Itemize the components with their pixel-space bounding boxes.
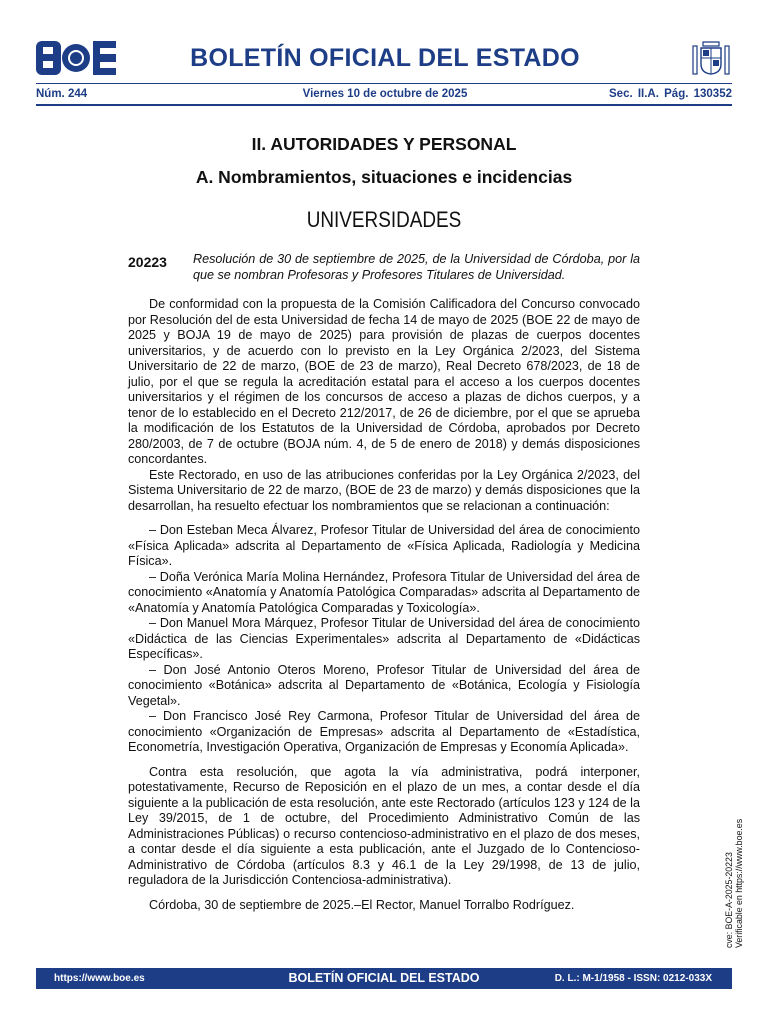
reference-summary: Resolución de 30 de septiembre de 2025, de la Universidad de Córdoba, por la que se nombran Profesoras y Profesores Titulares de Universidad. [193,252,640,282]
intro-paragraph: De conformidad con la propuesta de la Comisión Calificadora del Concurso convocado por Resolución del de esta Universidad de fecha 14 de mayo de 2025 (BOE 22 de mayo de 2025 y BOJA 19 de mayo de 2025) para provisión de plazas de cuerpos docentes universitarios, y de acuerdo con lo previsto en la Ley Orgánica 2/2023, del Sistema Universitario de 22 de marzo, (BOE de 23 de marzo), Real Decreto 678/2023, de 18 de julio, por el que se regula la acreditación estatal para el acceso a los cuerpos docentes universitarios y el régimen de los concursos de acceso a plazas de dichos cuerpos, y a tenor de lo establecido en el Decreto 212/2017, de 26 de diciembre, por el que se aprueba la modificación de los Estatutos de la Universidad de Córdoba, aprobados por Decreto 280/2003, de 7 de octubre (BOJA núm. 4, de 5 de enero de 2018) y demás disposiciones concordantes. [128,297,640,466]
section-page: Sec. II.A. Pág. 130352 [609,88,732,100]
appointment-item: – Don Manuel Mora Márquez, Profesor Titular de Universidad del área de conocimiento «Didáctica de las Ciencias Experimentales» adscrita al Departamento de «Didácticas Específicas». [128,616,640,661]
header-rule-bottom [36,104,732,106]
signature-line: Córdoba, 30 de septiembre de 2025.–El Rector, Manuel Torralbo Rodríguez. [149,897,575,912]
masthead-title: BOLETÍN OFICIAL DEL ESTADO [190,44,580,72]
cve-code: cve: BOE-A-2025-20223 [724,852,734,948]
reference-number: 20223 [128,254,167,270]
footer-title: BOLETÍN OFICIAL DEL ESTADO [288,971,480,985]
header-rule [36,83,732,84]
footer-bar [36,968,732,989]
appointment-item: – Doña Verónica María Molina Hernández, Profesora Titular de Universidad del área de conocimiento «Anatomía y Anatomía Patológica Comparadas» adscrita al Departamento de «Anatomía y Anatomía Patológica Comparadas y Toxicología». [128,569,640,615]
verification-note [724,819,744,948]
subsection-title: A. Nombramientos, situaciones e incidencias [195,167,573,187]
appeal-paragraph: Contra esta resolución, que agota la vía administrativa, podrá interponer, potestativamente, Recurso de Reposición en el plazo de un mes, a contar desde el día siguiente a la publicación de esta resolución, ante este Rectorado (artículos 123 y 124 de la Ley 39/2015, de 1 de octubre, del Procedimiento Administrativo Común de las Administraciones Públicas) o recurso contencioso-administrativo en el plazo de dos meses, a contar desde el día siguiente a esta publicación, ante el Juzgado de lo Contencioso-Administrativo de Córdoba (artículos 8.3 y 46.1 de la Ley 29/1998, de 13 de julio, reguladora de la Jurisdicción Contenciosa-administrativa). [128,764,640,887]
section-title: II. AUTORIDADES Y PERSONAL [251,134,517,154]
organization-title: UNIVERSIDADES [306,207,462,232]
appointment-item: – Don Francisco José Rey Carmona, Profesor Titular de Universidad del área de conocimiento «Organización de Empresas» adscrita al Departamento de «Estadística, Econometría, Investigación Operativa, Organización de Empresas y Economía Aplicada». [128,709,640,754]
coat-of-arms-icon [690,38,732,80]
issue-date: Viernes 10 de octubre de 2025 [302,88,468,100]
issue-number: Núm. 244 [36,88,88,100]
rectorate-paragraph: Este Rectorado, en uso de las atribuciones conferidas por la Ley Orgánica 2/2023, del Sistema Universitario de 22 de marzo, (BOE de 23 de marzo) y demás disposiciones que la desarrollan, ha resuelto efectuar los nombramientos que se relacionan a continuación: [128,467,640,513]
boe-logo [36,41,116,75]
appointment-item: – Don Esteban Meca Álvarez, Profesor Titular de Universidad del área de conocimiento «Física Aplicada» adscrita al Departamento de «Física Aplicada, Radiología y Medicina Física». [128,523,640,568]
document-body [128,297,640,913]
verification-link[interactable]: Verificable en https://www.boe.es [734,818,744,948]
footer-legal: D. L.: M-1/1958 - ISSN: 0212-033X [554,973,712,984]
appointment-item: – Don José Antonio Oteros Moreno, Profesor Titular de Universidad del área de conocimiento «Botánica» adscrita al Departamento de «Botánica, Ecología y Fisiología Vegetal». [128,662,640,708]
footer-url[interactable]: https://www.boe.es [54,973,145,984]
